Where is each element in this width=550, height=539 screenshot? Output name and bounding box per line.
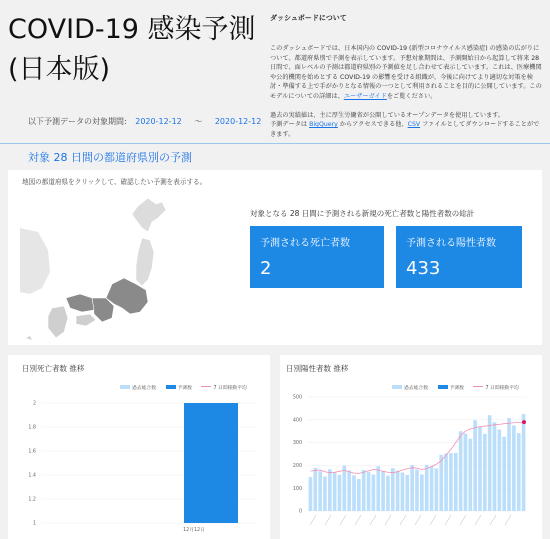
bar-past	[357, 479, 361, 511]
period-end: 2020-12-12	[214, 117, 262, 126]
bar-past	[522, 414, 526, 511]
positive-chart-panel	[280, 355, 542, 539]
bar-past	[343, 466, 347, 511]
x-tick-label	[400, 515, 406, 525]
y-tick-label: 1.2	[28, 497, 36, 503]
legend-swatch-avg	[473, 386, 483, 387]
y-tick-label: 500	[292, 395, 302, 401]
bar-past	[381, 471, 385, 511]
map-tohoku[interactable]	[136, 238, 154, 286]
bar-past	[415, 469, 419, 511]
bar-past	[425, 465, 429, 511]
about-text	[270, 44, 542, 148]
x-tick-label	[340, 515, 346, 525]
x-tick-label	[385, 515, 391, 525]
positive-card	[396, 226, 522, 288]
x-tick-label	[445, 515, 451, 525]
bar-past	[468, 439, 472, 511]
bar-past	[323, 476, 327, 511]
user-guide-link[interactable]: ユーザーガイド	[343, 92, 387, 100]
legend-swatch-past	[392, 385, 402, 389]
forecast-period	[28, 116, 261, 127]
deaths-chart-panel	[8, 355, 270, 539]
y-tick-label: 1.8	[28, 425, 36, 431]
y-tick-label: 1.4	[28, 473, 36, 479]
bar-past	[362, 470, 366, 511]
about-paragraph-2	[270, 111, 542, 121]
period-separator: 〜	[194, 117, 203, 126]
map-okinawa[interactable]	[26, 336, 32, 340]
x-tick-label	[460, 515, 466, 525]
positive-chart-title: 日別陽性者数 推移	[286, 364, 349, 373]
about-heading: ダッシュボードについて	[270, 14, 347, 22]
map-korea	[20, 228, 50, 294]
deaths-card-label: 予測される死亡者数	[260, 238, 350, 249]
avg-line	[310, 422, 523, 473]
positive-card-label: 予測される陽性者数	[406, 238, 496, 249]
positive-card-value: 433	[406, 258, 441, 279]
bar-past	[473, 420, 477, 511]
x-tick-label	[325, 515, 331, 525]
download-text-3: ファイルとしてダウンロードすることができます。	[270, 121, 540, 138]
section-heading: 対象 28 日間の都道府県別の予測	[28, 151, 192, 164]
totals-heading: 対象となる 28 日間に予測される新規の死亡者数と陽性者数の総計	[250, 209, 475, 218]
map-kyushu[interactable]	[48, 306, 68, 338]
bar-past	[352, 475, 356, 511]
bar-past	[401, 472, 405, 511]
legend-past: 過去総合数	[404, 386, 428, 391]
deaths-card-value: 2	[260, 258, 272, 279]
bar-past	[435, 468, 439, 511]
x-tick-label	[430, 515, 436, 525]
bar-past	[376, 466, 380, 511]
x-tick-label	[310, 515, 316, 525]
bar-past	[405, 475, 409, 511]
bar-past	[347, 471, 351, 511]
about-paragraph-1-end: をご覧ください。	[386, 92, 437, 100]
deaths-chart-legend	[120, 384, 247, 391]
positive-chart-legend	[392, 384, 519, 391]
bar-past	[483, 434, 487, 511]
x-tick-label	[475, 515, 481, 525]
map-shikoku[interactable]	[76, 314, 96, 326]
x-tick-label	[505, 515, 511, 525]
legend-forecast: 予測数	[177, 386, 192, 391]
section-divider	[0, 143, 550, 144]
bar-past	[309, 477, 313, 511]
map-hint: 地図の都道府県をクリックして、確認したい予測を表示する。	[22, 178, 207, 186]
bar-forecast	[184, 403, 238, 523]
legend-past: 過去総合数	[132, 386, 156, 391]
japan-map[interactable]	[20, 188, 170, 343]
legend-avg: 7 日間移動平均	[213, 386, 247, 391]
bar-past	[367, 472, 371, 511]
bar-past	[386, 476, 390, 511]
deaths-chart	[8, 393, 270, 539]
bar-past	[391, 468, 395, 511]
data-source-text: 過去の実績値は、主に厚生労働省が公開しているオープンデータを使用しています。	[270, 111, 505, 119]
bar-past	[439, 455, 443, 511]
bar-past	[333, 472, 337, 511]
y-tick-label: 300	[292, 441, 302, 447]
bar-past	[493, 422, 497, 511]
forecast-point	[522, 420, 526, 424]
y-tick-label: 200	[292, 464, 302, 469]
deaths-chart-title: 日別死亡者数 推移	[22, 364, 85, 373]
bar-past	[454, 453, 458, 511]
bar-past	[464, 434, 468, 511]
legend-swatch-forecast	[438, 385, 448, 389]
y-tick-label: 100	[292, 486, 302, 492]
bar-past	[507, 418, 511, 511]
legend-swatch-avg	[201, 386, 211, 387]
download-text-2: からアクセスできる他、	[337, 121, 408, 129]
y-tick-label: 2	[32, 401, 36, 407]
x-tick-label: 12月12日	[183, 528, 205, 533]
bar-past	[444, 453, 448, 511]
legend-swatch-past	[120, 385, 130, 389]
bar-past	[430, 467, 434, 511]
bar-past	[396, 471, 400, 511]
deaths-card	[250, 226, 384, 288]
legend-swatch-forecast	[166, 385, 176, 389]
bar-past	[488, 415, 492, 511]
positive-chart	[280, 393, 542, 539]
y-tick-label: 1	[32, 521, 36, 527]
x-tick-label	[490, 515, 496, 525]
legend-forecast: 予測数	[449, 386, 464, 391]
x-tick-label	[415, 515, 421, 525]
map-hokkaido[interactable]	[132, 198, 166, 232]
csv-link[interactable]: CSV	[407, 121, 421, 129]
bigquery-link[interactable]: BigQuery	[309, 121, 338, 129]
bar-past	[410, 465, 414, 511]
bar-past	[338, 475, 342, 511]
bar-past	[328, 469, 332, 511]
bar-past	[420, 474, 424, 511]
bar-past	[372, 474, 376, 511]
bar-past	[313, 468, 317, 511]
bar-past	[512, 425, 516, 511]
download-text: 予測データは	[270, 121, 310, 129]
y-tick-label: 400	[292, 418, 302, 424]
bar-past	[318, 471, 322, 511]
y-tick-label: 1.6	[28, 449, 36, 455]
bar-past	[449, 453, 453, 511]
bar-past	[478, 427, 482, 511]
bar-past	[502, 437, 506, 511]
x-tick-label	[370, 515, 376, 525]
map-chugoku[interactable]	[66, 294, 94, 312]
period-start: 2020-12-12	[135, 117, 182, 126]
bar-past	[459, 431, 463, 511]
y-tick-label: 0	[298, 509, 302, 515]
bar-past	[498, 430, 502, 511]
x-tick-label	[355, 515, 361, 525]
legend-avg: 7 日間移動平均	[485, 386, 519, 391]
about-paragraph-1: このダッシュボードでは、日本国内の COVID-19 (新型コロナウイルス感染症) の感染の広がりについて、都道府県別で予測を表示しています。予想対象期間は、予測開始日から起算して将来 28 日間で、面レベルの予測は都道府県別の予測値を足し合わせて表示しています。これは、医療機関や公的機関を始めとする COVID-19 の影響を受ける組織が、今後に向けてより適切な対策を検討・準備する上で手がかりとなる情報の一つとして利用されることを目的に公開しています。このモデルについての詳細は、	[270, 45, 542, 100]
period-label: 以下予測データの対象期間:	[28, 117, 127, 126]
bar-past	[517, 433, 521, 511]
page-title: COVID-19 感染予測 (日本版)	[8, 14, 256, 85]
